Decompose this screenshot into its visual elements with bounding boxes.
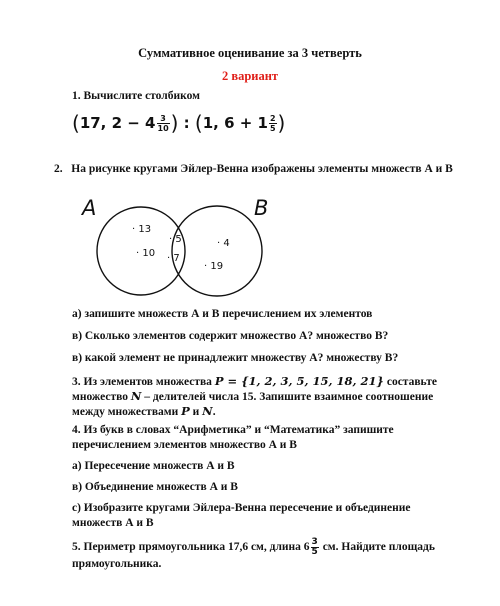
variant-label: 2 вариант	[221, 69, 279, 83]
task2-b: в) Сколько элементов содержит множество А? множество В?	[72, 330, 389, 342]
element-5: · 5	[169, 234, 182, 245]
venn-label-b: B	[254, 196, 269, 220]
expr-part-b: 1, 6 + 1	[202, 114, 268, 132]
close-paren-1: )	[170, 111, 179, 135]
set-p-definition: P = {1, 2, 3, 5, 15, 18, 21}	[214, 374, 384, 388]
task1-expression	[72, 111, 285, 135]
venn-diagram	[60, 186, 300, 304]
task4-c-line1: с) Изобразите кругами Эйлера-Венна пересечение и объединение	[72, 502, 411, 514]
task3-line3: между множествами P и N.	[72, 404, 216, 418]
task4-line2: перечислением элементов множество А и В	[72, 439, 297, 451]
fraction-1: $\frac{3}{10}$	[157, 114, 169, 133]
task4-c-line2: множеств А и В	[72, 517, 154, 529]
task3-line2: множество N – делителей числа 15. Запишите взаимное соотношение	[72, 389, 434, 403]
element-4: · 4	[217, 238, 230, 249]
task2-c: в) какой элемент не принадлежит множеству А? множеству В?	[72, 352, 399, 364]
task5-fraction: $\frac{3}{5}$	[311, 537, 318, 557]
open-paren-2: (	[194, 111, 203, 135]
task4-b: в) Объединение множеств А и В	[72, 481, 238, 493]
element-7: · 7	[167, 253, 180, 264]
expr-part-a: 17, 2 − 4	[79, 114, 156, 132]
task5-line1: 5. Периметр прямоугольника 17,6 см, длина 6 $\frac{3}{5}$ см. Найдите площадь	[72, 537, 435, 557]
open-paren-1: (	[72, 111, 80, 135]
element-13: · 13	[132, 224, 152, 235]
page-title: Суммативное оценивание за 3 четверть	[138, 46, 362, 60]
task4-line1: 4. Из букв в словах “Арифметика” и “Математика” запишите	[72, 424, 394, 436]
element-10: · 10	[136, 248, 156, 259]
task2-heading	[54, 163, 453, 175]
element-19: · 19	[204, 261, 224, 272]
close-paren-2: )	[277, 111, 286, 135]
task2-text: На рисунке кругами Эйлер-Венна изображены элементы множеств А и В	[71, 163, 453, 175]
set-n-var: N	[130, 389, 142, 403]
task2-number: 2.	[54, 163, 63, 175]
fraction-2: $\frac{2}{5}$	[269, 114, 276, 133]
venn-label-a: A	[82, 196, 97, 220]
division-sign: :	[178, 114, 195, 132]
task4-a: а) Пересечение множеств А и В	[72, 460, 235, 472]
task1-text: 1. Вычислите столбиком	[72, 90, 200, 102]
task3-line1: 3. Из элементов множества P = {1, 2, 3, 5, 15, 18, 21} составьте	[72, 374, 437, 388]
task5-line2: прямоугольника.	[72, 558, 162, 570]
task2-a: а) запишите множеств А и В перечислением их элементов	[72, 308, 373, 320]
